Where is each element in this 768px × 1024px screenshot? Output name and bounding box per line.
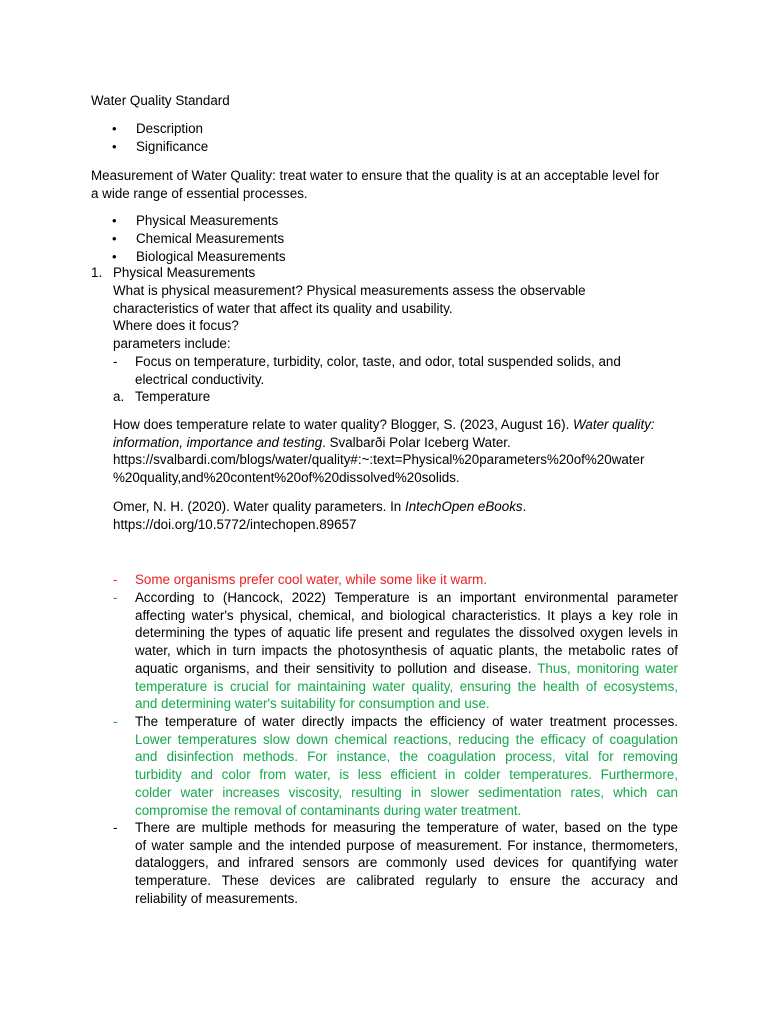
list-item: • Biological Measurements (112, 249, 286, 265)
section-body: What is physical measurement? Physical measurements assess the observable characteristics of water that affect its quality and usability. Where does it focus? parameters include: (113, 283, 586, 352)
bullet-icon: • (112, 139, 117, 155)
dash-marker: - (113, 820, 118, 835)
section-number: 1. (91, 265, 103, 280)
section-title: Physical Measurements (113, 265, 256, 280)
bullet-icon: • (112, 121, 117, 136)
bullet-icon: • (112, 249, 117, 265)
measurement-paragraph: Measurement of Water Quality: treat water to ensure that the quality is at an acceptable level for a wide range of essential processes. (91, 168, 660, 201)
reference-2: Omer, N. H. (2020). Water quality parameters. In IntechOpen eBooks. https://doi.org/10.5772/intechopen.89657 (113, 498, 683, 533)
list-item: • Chemical Measurements (112, 231, 285, 247)
intro-bullet-list (91, 120, 691, 156)
measurement-bullet-list (91, 212, 691, 267)
reference-url: https://doi.org/10.5772/intechopen.89657 (113, 516, 357, 532)
list-item: • Physical Measurements (112, 213, 279, 228)
dash-marker: - (113, 572, 118, 587)
dash-marker: - (113, 590, 118, 605)
subsection-letter: a. (113, 389, 125, 404)
dash-marker: - (113, 354, 118, 369)
reference-url: https://svalbardi.com/blogs/water/quality#:~:text=Physical%20parameters%20of%20water (113, 452, 645, 468)
document-page: Water Quality Standard • Description • Significance Measurement of Water Quality: treat water to ensure that the quality is at an acceptable level for a wide range of essential processes. • Physical Measurements • Chemical Measurements • Biological Measurements 1. Physical Measurements What is physical measurement? Physical measurements assess the observable characteristics of water that affect its quality and usability. Where does it focus? parameters include: - Focus on temperature, turbidity, color, taste, and odor, total suspended solids, and electrical conductivity. a. Temperature How does temperature relate to water quality? Blogger, S. (2023, August 16). Water quality: information, importance and testing. Svalbarði Polar Iceberg Water. https://svalbardi.com/blogs/water/quality#:~:text=Physical%20parameters%20of%20water %20quality,and%20content%20of%20dissolved%20solids. Omer, N. H. (2020). Water quality parameters. In IntechOpen eBooks. https://doi.org/10.5772/intechopen.89657 - Some organisms prefer cool water, while some like it warm. - According to (Hancock, 2022) Temperature is an important environmental parameter affecting water's physical, chemical, and biological characteristics. It plays a key role in determining the types of aquatic life present and regulates the dissolved oxygen levels in water, which in turn impacts the photosynthesis of aquatic plants, the metabolic rates of aquatic organisms, and their sensitivity to pollution and disease. Thus, monitoring water temperature is crucial for maintaining water quality, ensuring the health of ecosystems, and determining water's suitability for consumption and use. - The temperature of water directly impacts the efficiency of water treatment processes. Lower temperatures slow down chemical reactions, reducing the efficacy of coagulation and disinfection methods. For instance, the coagulation process, vital for removing turbidity and color from water, is less efficient in colder temperatures. Furthermore, colder water increases viscosity, resulting in slower sedimentation rates, which can compromise the removal of contaminants during water treatment. - There are multiple methods for measuring the temperature of water, based on the type of water sample and the intended purpose of measurement. For instance, thermometers, dataloggers, and infrared sensors are commonly used devices for quantifying water temperature. These devices are calibrated regularly to ensure the accuracy and reliability of measurements. (0, 0, 768, 1024)
reference-1: How does temperature relate to water quality? Blogger, S. (2023, August 16). Water quality: information, importance and testing. Svalbarði Polar Iceberg Water. https://svalbardi.com/blogs/water/quality#:~:text=Physical%20parameters%20of%20water %20quality,and%20content%20of%20dissolved%20solids. (113, 416, 683, 487)
section-heading (91, 264, 691, 282)
dash-marker: - (113, 714, 118, 729)
document-title: Water Quality Standard (91, 93, 230, 108)
bullet-icon: • (112, 231, 117, 247)
list-item: • Description (112, 121, 203, 136)
list-item: • Significance (112, 139, 209, 155)
bullet-icon: • (112, 213, 117, 228)
